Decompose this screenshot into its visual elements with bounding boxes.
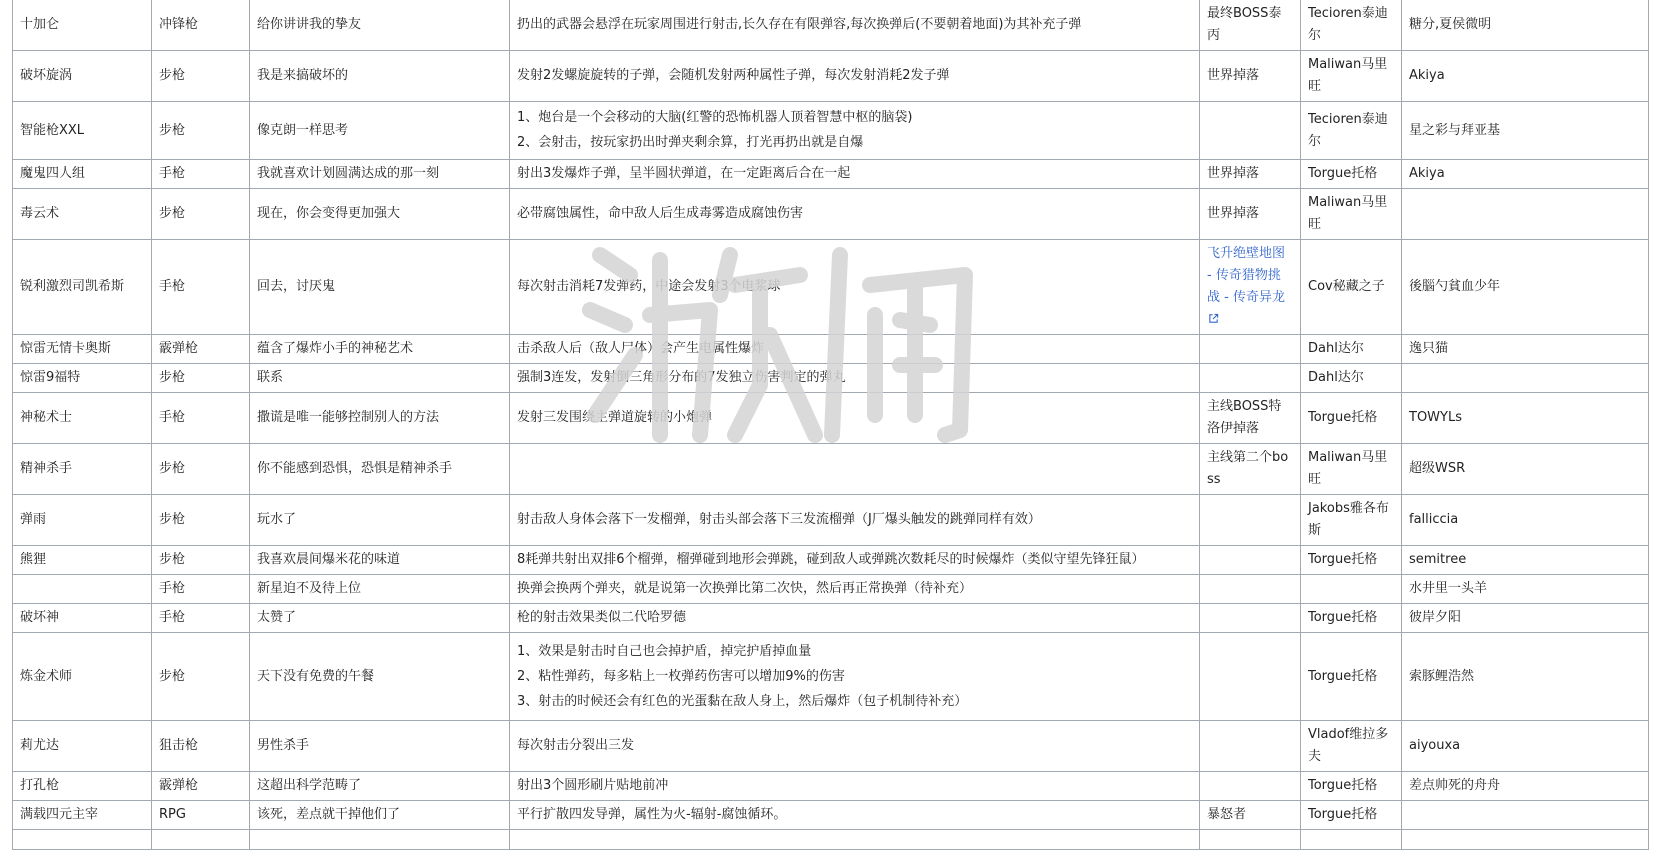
cell-source	[1200, 495, 1301, 546]
cell-effect	[510, 830, 1200, 850]
cell-contributor: aiyouxa	[1402, 721, 1649, 772]
cell-name: 惊雷无情卡奥斯	[13, 335, 152, 364]
cell-type: 手枪	[152, 160, 250, 189]
cell-effect	[510, 772, 1200, 801]
cell-effect	[510, 102, 1200, 160]
cell-contributor: 水井里一头羊	[1402, 575, 1649, 604]
cell-flavor: 我就喜欢计划圆满达成的那一刻	[250, 160, 510, 189]
effect-line: 2、粘性弹药，每多粘上一枚弹药伤害可以增加9%的伤害	[517, 668, 845, 684]
table-row	[13, 102, 1649, 160]
cell-name: 十加仑	[13, 0, 152, 51]
cell-name: 破坏旋涡	[13, 51, 152, 102]
table-row	[13, 51, 1649, 102]
cell-name: 魔鬼四人组	[13, 160, 152, 189]
cell-flavor: 像克朗一样思考	[250, 102, 510, 160]
cell-contributor	[1402, 189, 1649, 240]
cell-maker: Maliwan马里旺	[1301, 189, 1402, 240]
cell-maker: Jakobs雅各布斯	[1301, 495, 1402, 546]
cell-type: 手枪	[152, 240, 250, 335]
cell-maker: Torgue托格	[1301, 633, 1402, 721]
cell-contributor: Akiya	[1402, 160, 1649, 189]
cell-type: 手枪	[152, 604, 250, 633]
effect-text: 射出3个圆形刷片贴地前冲	[517, 778, 669, 793]
cell-type: 步枪	[152, 633, 250, 721]
cell-flavor: 这超出科学范畴了	[250, 772, 510, 801]
cell-effect	[510, 604, 1200, 633]
cell-type: 手枪	[152, 393, 250, 444]
cell-type: 狙击枪	[152, 721, 250, 772]
cell-effect	[510, 575, 1200, 604]
cell-type: 步枪	[152, 189, 250, 240]
cell-maker: Tecioren泰迪尔	[1301, 0, 1402, 51]
cell-contributor	[1402, 801, 1649, 830]
table-body	[13, 0, 1649, 850]
cell-source: 世界掉落	[1200, 160, 1301, 189]
effect-text: 每次射击分裂出三发	[517, 738, 635, 753]
cell-flavor: 该死，差点就干掉他们了	[250, 801, 510, 830]
cell-type: 步枪	[152, 495, 250, 546]
cell-type: 霰弹枪	[152, 772, 250, 801]
cell-flavor: 新星迫不及待上位	[250, 575, 510, 604]
cell-effect	[510, 801, 1200, 830]
cell-name: 熊狸	[13, 546, 152, 575]
cell-contributor: falliccia	[1402, 495, 1649, 546]
cell-source	[1200, 102, 1301, 160]
table-row	[13, 495, 1649, 546]
cell-effect	[510, 495, 1200, 546]
cell-contributor: semitree	[1402, 546, 1649, 575]
cell-flavor: 蕴含了爆炸小手的神秘艺术	[250, 335, 510, 364]
cell-source	[1200, 772, 1301, 801]
cell-flavor: 联系	[250, 364, 510, 393]
cell-maker: Cov秘藏之子	[1301, 240, 1402, 335]
cell-source	[1200, 604, 1301, 633]
effect-text: 平行扩散四发导弹，属性为火-辐射-腐蚀循环。	[517, 807, 787, 822]
cell-source	[1200, 830, 1301, 850]
cell-maker: Torgue托格	[1301, 801, 1402, 830]
effect-text: 击杀敌人后（敌人尸体）会产生电属性爆炸	[517, 341, 765, 356]
table-row	[13, 393, 1649, 444]
cell-type: 步枪	[152, 102, 250, 160]
cell-maker: Dahl达尔	[1301, 335, 1402, 364]
cell-name: 炼金术师	[13, 633, 152, 721]
cell-source	[1200, 240, 1301, 335]
cell-flavor: 撒谎是唯一能够控制别人的方法	[250, 393, 510, 444]
cell-contributor: 超级WSR	[1402, 444, 1649, 495]
effect-text: 扔出的武器会悬浮在玩家周围进行射击,长久存在有限弹容,每次换弹后(不要朝着地面)为其补充子弹	[517, 17, 1082, 32]
cell-type: 步枪	[152, 444, 250, 495]
effect-text: 每次射击消耗7发弹药，中途会发射3个电浆球	[517, 279, 781, 294]
cell-flavor: 玩水了	[250, 495, 510, 546]
table-row	[13, 575, 1649, 604]
source-link[interactable]: 飞升绝壁地图 - 传奇猎物挑战 - 传奇异龙	[1207, 246, 1285, 327]
cell-contributor: 逸只猫	[1402, 335, 1649, 364]
cell-source: 主线第二个boss	[1200, 444, 1301, 495]
table-row	[13, 240, 1649, 335]
cell-flavor: 回去，讨厌鬼	[250, 240, 510, 335]
cell-name	[13, 830, 152, 850]
effect-text: 射击敌人身体会落下一发榴弹，射击头部会落下三发流榴弹（J厂爆头触发的跳弹同样有效）	[517, 512, 1041, 527]
table-row	[13, 364, 1649, 393]
cell-type: RPG	[152, 801, 250, 830]
cell-contributor: TOWYLs	[1402, 393, 1649, 444]
cell-type: 手枪	[152, 575, 250, 604]
cell-type	[152, 830, 250, 850]
cell-flavor: 现在，你会变得更加强大	[250, 189, 510, 240]
cell-maker: Torgue托格	[1301, 160, 1402, 189]
cell-source	[1200, 335, 1301, 364]
cell-effect	[510, 546, 1200, 575]
effect-line: 1、效果是射击时自己也会掉护盾，掉完护盾掉血量	[517, 643, 812, 659]
effect-line: 2、会射击，按玩家扔出时弹夹剩余算，打光再扔出就是自爆	[517, 135, 864, 150]
cell-effect	[510, 51, 1200, 102]
table-row	[13, 801, 1649, 830]
table-row	[13, 830, 1649, 850]
cell-name: 惊雷9福特	[13, 364, 152, 393]
cell-type: 霰弹枪	[152, 335, 250, 364]
cell-type: 步枪	[152, 51, 250, 102]
cell-effect	[510, 633, 1200, 721]
cell-contributor: 星之彩与拜亚基	[1402, 102, 1649, 160]
effect-text: 枪的射击效果类似二代哈罗德	[517, 610, 687, 625]
cell-contributor	[1402, 830, 1649, 850]
cell-maker: Tecioren泰迪尔	[1301, 102, 1402, 160]
cell-effect	[510, 364, 1200, 393]
cell-flavor: 天下没有免费的午餐	[250, 633, 510, 721]
cell-contributor: 差点帅死的舟舟	[1402, 772, 1649, 801]
cell-contributor: 索豚鲤浩然	[1402, 633, 1649, 721]
cell-maker: Vladof维拉多夫	[1301, 721, 1402, 772]
effect-text: 强制3连发，发射倒三角形分布的7发独立伤害判定的弹丸	[517, 370, 846, 385]
cell-name: 弹雨	[13, 495, 152, 546]
cell-maker: Torgue托格	[1301, 772, 1402, 801]
cell-effect	[510, 721, 1200, 772]
effect-text: 8耗弹共射出双排6个榴弹，榴弹碰到地形会弹跳，碰到敌人或弹跳次数耗尽的时候爆炸（类似守望先锋狂鼠）	[517, 552, 1145, 567]
cell-effect	[510, 240, 1200, 335]
cell-name: 毒云术	[13, 189, 152, 240]
cell-type: 步枪	[152, 364, 250, 393]
cell-name: 破坏神	[13, 604, 152, 633]
cell-contributor: 彼岸夕阳	[1402, 604, 1649, 633]
cell-name: 莉尤达	[13, 721, 152, 772]
cell-type: 冲锋枪	[152, 0, 250, 51]
cell-contributor: 後腦勺貧血少年	[1402, 240, 1649, 335]
cell-source	[1200, 575, 1301, 604]
cell-maker: Torgue托格	[1301, 604, 1402, 633]
cell-flavor: 给你讲讲我的挚友	[250, 0, 510, 51]
effect-text: 射出3发爆炸子弹，呈半圆状弹道，在一定距离后合在一起	[517, 166, 851, 181]
cell-effect	[510, 393, 1200, 444]
cell-type: 步枪	[152, 546, 250, 575]
table-row	[13, 721, 1649, 772]
cell-name	[13, 575, 152, 604]
cell-maker: Maliwan马里旺	[1301, 51, 1402, 102]
effect-text: 发射2发螺旋旋转的子弹，会随机发射两种属性子弹，每次发射消耗2发子弹	[517, 68, 950, 83]
cell-flavor: 男性杀手	[250, 721, 510, 772]
table-row	[13, 772, 1649, 801]
cell-name: 智能枪XXL	[13, 102, 152, 160]
cell-effect	[510, 160, 1200, 189]
table-row	[13, 604, 1649, 633]
table-row	[13, 189, 1649, 240]
table-row	[13, 633, 1649, 721]
cell-maker: Torgue托格	[1301, 546, 1402, 575]
cell-name: 锐利激烈司凯希斯	[13, 240, 152, 335]
cell-flavor	[250, 830, 510, 850]
cell-name: 精神杀手	[13, 444, 152, 495]
cell-source: 世界掉落	[1200, 189, 1301, 240]
cell-effect	[510, 189, 1200, 240]
cell-contributor	[1402, 364, 1649, 393]
effect-line: 1、炮台是一个会移动的大脑(红警的恐怖机器人顶着智慧中枢的脑袋)	[517, 110, 913, 125]
cell-contributor: Akiya	[1402, 51, 1649, 102]
cell-effect	[510, 335, 1200, 364]
table-row	[13, 335, 1649, 364]
table-row	[13, 0, 1649, 51]
cell-maker: Dahl达尔	[1301, 364, 1402, 393]
cell-source	[1200, 364, 1301, 393]
cell-maker: Maliwan马里旺	[1301, 444, 1402, 495]
cell-effect	[510, 0, 1200, 51]
cell-effect	[510, 444, 1200, 495]
cell-flavor: 你不能感到恐惧，恐惧是精神杀手	[250, 444, 510, 495]
cell-name: 满载四元主宰	[13, 801, 152, 830]
table-row	[13, 160, 1649, 189]
cell-source: 世界掉落	[1200, 51, 1301, 102]
cell-contributor: 糖分,夏侯微明	[1402, 0, 1649, 51]
external-link-icon	[1208, 313, 1219, 324]
cell-flavor: 我喜欢晨间爆米花的味道	[250, 546, 510, 575]
cell-name: 打孔枪	[13, 772, 152, 801]
cell-name: 神秘术士	[13, 393, 152, 444]
cell-flavor: 太赞了	[250, 604, 510, 633]
cell-source	[1200, 546, 1301, 575]
cell-maker	[1301, 575, 1402, 604]
effect-text: 换弹会换两个弹夹，就是说第一次换弹比第二次快，然后再正常换弹（待补充）	[517, 581, 973, 596]
effect-text: 必带腐蚀属性，命中敌人后生成毒雾造成腐蚀伤害	[517, 206, 804, 221]
cell-maker	[1301, 830, 1402, 850]
effect-line: 3、射击的时候还会有红色的光蛋黏在敌人身上，然后爆炸（包子机制待补充）	[517, 693, 968, 709]
cell-source	[1200, 633, 1301, 721]
table-row	[13, 444, 1649, 495]
effect-text: 发射三发围绕主弹道旋转的小炮弹	[517, 410, 713, 425]
table-row	[13, 546, 1649, 575]
cell-source: 暴怒者	[1200, 801, 1301, 830]
cell-maker: Torgue托格	[1301, 393, 1402, 444]
weapons-table	[12, 0, 1649, 850]
cell-source: 最终BOSS泰丙	[1200, 0, 1301, 51]
cell-source	[1200, 721, 1301, 772]
cell-flavor: 我是来搞破坏的	[250, 51, 510, 102]
cell-source: 主线BOSS特洛伊掉落	[1200, 393, 1301, 444]
